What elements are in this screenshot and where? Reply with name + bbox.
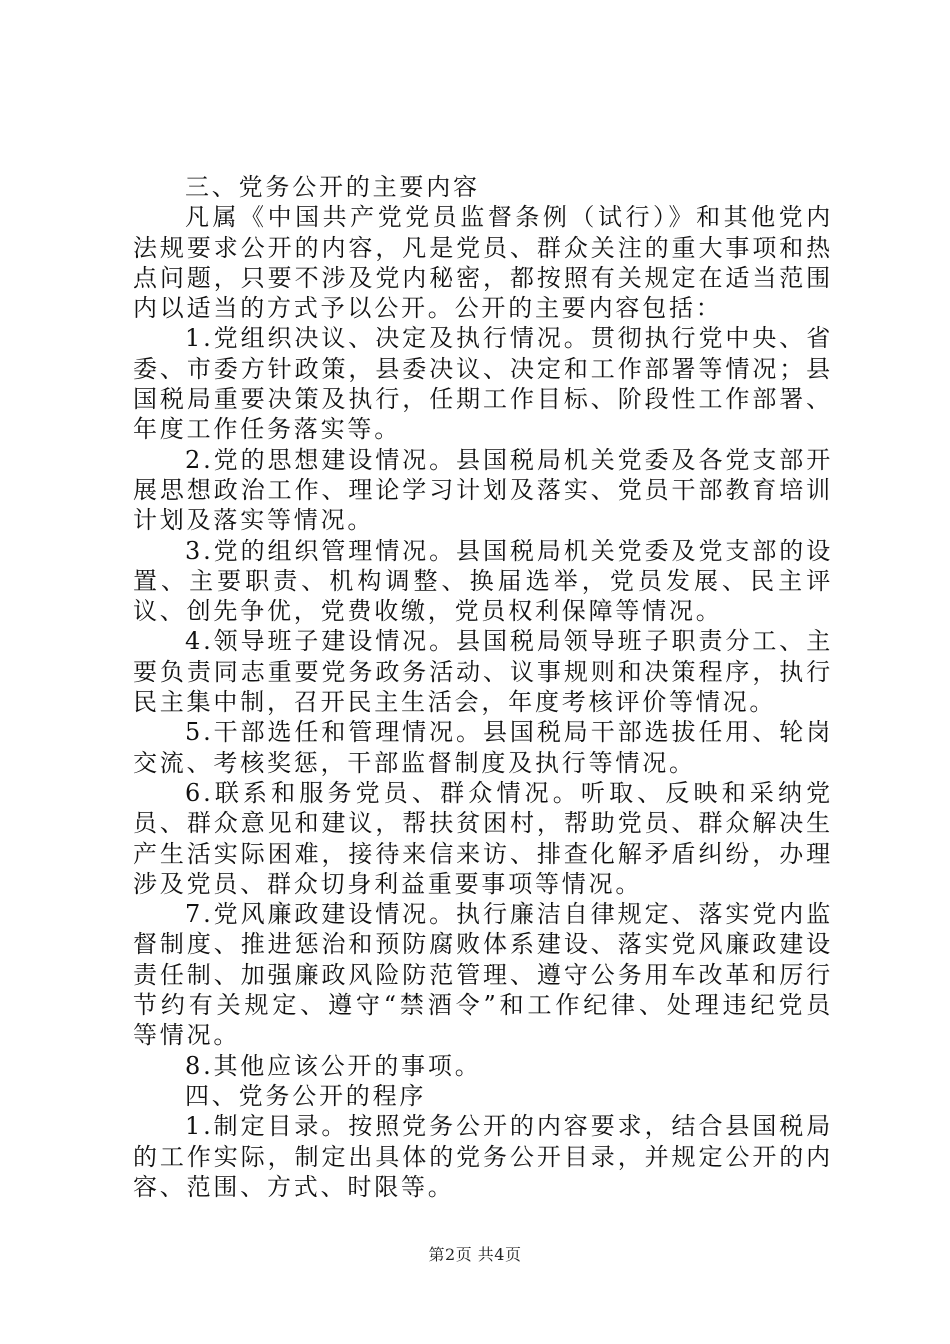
section-heading-4: 四、党务公开的程序 — [185, 1081, 427, 1110]
paragraph-item-5: 5.干部选任和管理情况。县国税局干部选拔任用、轮岗交流、考核奖惩，干部监督制度及执行等情况。 — [133, 718, 833, 777]
paragraph-item-2: 2.党的思想建设情况。县国税局机关党委及各党支部开展思想政治工作、理论学习计划及落实、党员干部教育培训计划及落实等情况。 — [133, 445, 833, 535]
paragraph-item-1: 1.党组织决议、决定及执行情况。贯彻执行党中央、省委、市委方针政策，县委决议、决定和工作部署等情况；县国税局重要决策及执行，任期工作目标、阶段性工作部署、年度工作任务落实等。 — [133, 324, 833, 444]
paragraph-item-4: 4.领导班子建设情况。县国税局领导班子职责分工、主要负责同志重要党务政务活动、议事规则和决策程序，执行民主集中制，召开民主生活会，年度考核评价等情况。 — [133, 627, 833, 717]
document-body — [133, 172, 833, 1202]
paragraph-item-6: 6.联系和服务党员、群众情况。听取、反映和采纳党员、群众意见和建议，帮扶贫困村，帮助党员、群众解决生产生活实际困难，接待来信来访、排查化解矛盾纠纷，办理涉及党员、群众切身利益重要事项等情况。 — [133, 778, 833, 898]
paragraph-intro: 凡属《中国共产党党员监督条例（试行）》和其他党内法规要求公开的内容，凡是党员、群众关注的重大事项和热点问题，只要不涉及党内秘密，都按照有关规定在适当范围内以适当的方式予以公开。公开的主要内容包括： — [133, 203, 833, 323]
page-footer: 第2页 共4页 — [428, 1245, 522, 1264]
paragraph-item-7: 7.党风廉政建设情况。执行廉洁自律规定、落实党内监督制度、推进惩治和预防腐败体系建设、落实党风廉政建设责任制、加强廉政风险防范管理、遵守公务用车改革和厉行节约有关规定、遵守“禁酒令”和工作纪律、处理违纪党员等情况。 — [133, 900, 833, 1050]
paragraph-item-8: 8.其他应该公开的事项。 — [185, 1051, 482, 1080]
section-heading-3: 三、党务公开的主要内容 — [185, 173, 480, 201]
paragraph-procedure-1: 1.制定目录。按照党务公开的内容要求，结合县国税局的工作实际，制定出具体的党务公开目录，并规定公开的内容、范围、方式、时限等。 — [133, 1112, 833, 1201]
paragraph-item-3: 3.党的组织管理情况。县国税局机关党委及党支部的设置、主要职责、机构调整、换届选举，党员发展、民主评议、创先争优，党费收缴，党员权利保障等情况。 — [133, 536, 833, 626]
